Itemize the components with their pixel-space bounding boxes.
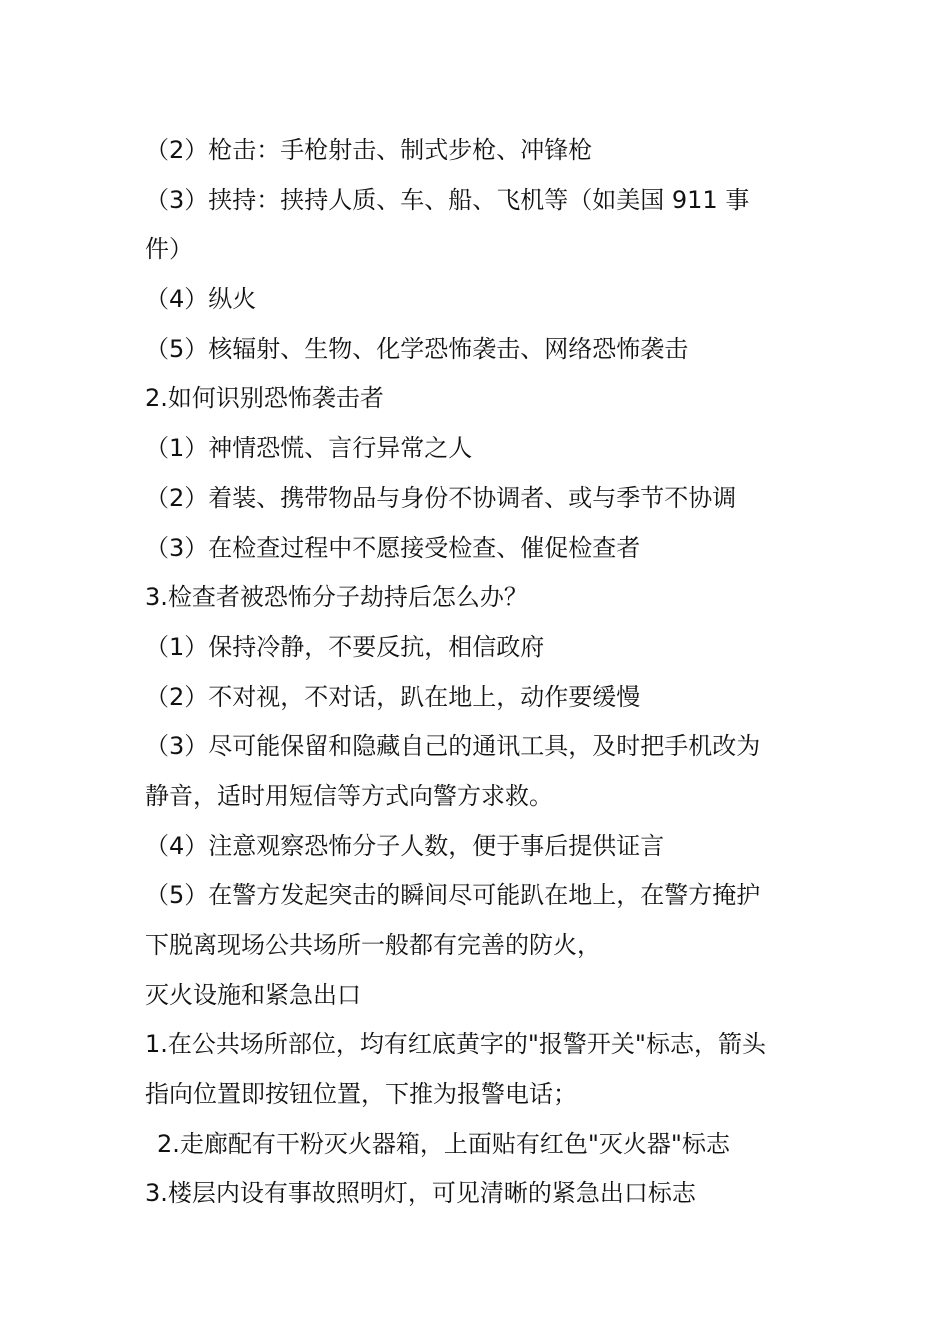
text-line: （3）挟持：挟持人质、车、船、飞机等（如美国 911 事 <box>145 185 750 214</box>
section-heading: 2.如何识别恐怖袭击者 <box>145 384 384 413</box>
text-line: 下脱离现场公共场所一般都有完善的防火， <box>145 931 601 959</box>
text-line: 2.走廊配有干粉灭火器箱，上面贴有红色"灭火器"标志 <box>157 1129 730 1158</box>
text-line: （2）枪击：手枪射击、制式步枪、冲锋枪 <box>145 136 593 164</box>
text-line: （5）核辐射、生物、化学恐怖袭击、网络恐怖袭击 <box>145 334 689 363</box>
text-line: （3）在检查过程中不愿接受检查、催促检查者 <box>145 533 641 562</box>
text-line: （2）着装、携带物品与身份不协调者、或与季节不协调 <box>145 483 737 512</box>
section-heading: 灭火设施和紧急出口 <box>145 980 361 1009</box>
text-line: （4）纵火 <box>145 285 257 314</box>
section-heading: 3.检查者被恐怖分子劫持后怎么办？ <box>145 583 528 612</box>
text-line: （3）尽可能保留和隐藏自己的通讯工具，及时把手机改为 <box>145 732 761 761</box>
document-body <box>145 126 815 1219</box>
text-line: （2）不对视，不对话，趴在地上，动作要缓慢 <box>145 682 641 711</box>
text-line: 指向位置即按钮位置，下推为报警电话； <box>145 1080 577 1109</box>
text-line: （4）注意观察恐怖分子人数，便于事后提供证言 <box>145 831 665 860</box>
text-line: （1）保持冷静，不要反抗，相信政府 <box>145 632 545 661</box>
text-line: 1.在公共场所部位，均有红底黄字的"报警开关"标志，箭头 <box>145 1030 766 1059</box>
text-line: 3.楼层内设有事故照明灯，可见清晰的紧急出口标志 <box>145 1179 696 1208</box>
text-line: （5）在警方发起突击的瞬间尽可能趴在地上，在警方掩护 <box>145 881 761 910</box>
text-line: （1）神情恐慌、言行异常之人 <box>145 434 473 463</box>
text-line: 件） <box>145 235 193 264</box>
text-line: 静音，适时用短信等方式向警方求救。 <box>145 781 553 810</box>
